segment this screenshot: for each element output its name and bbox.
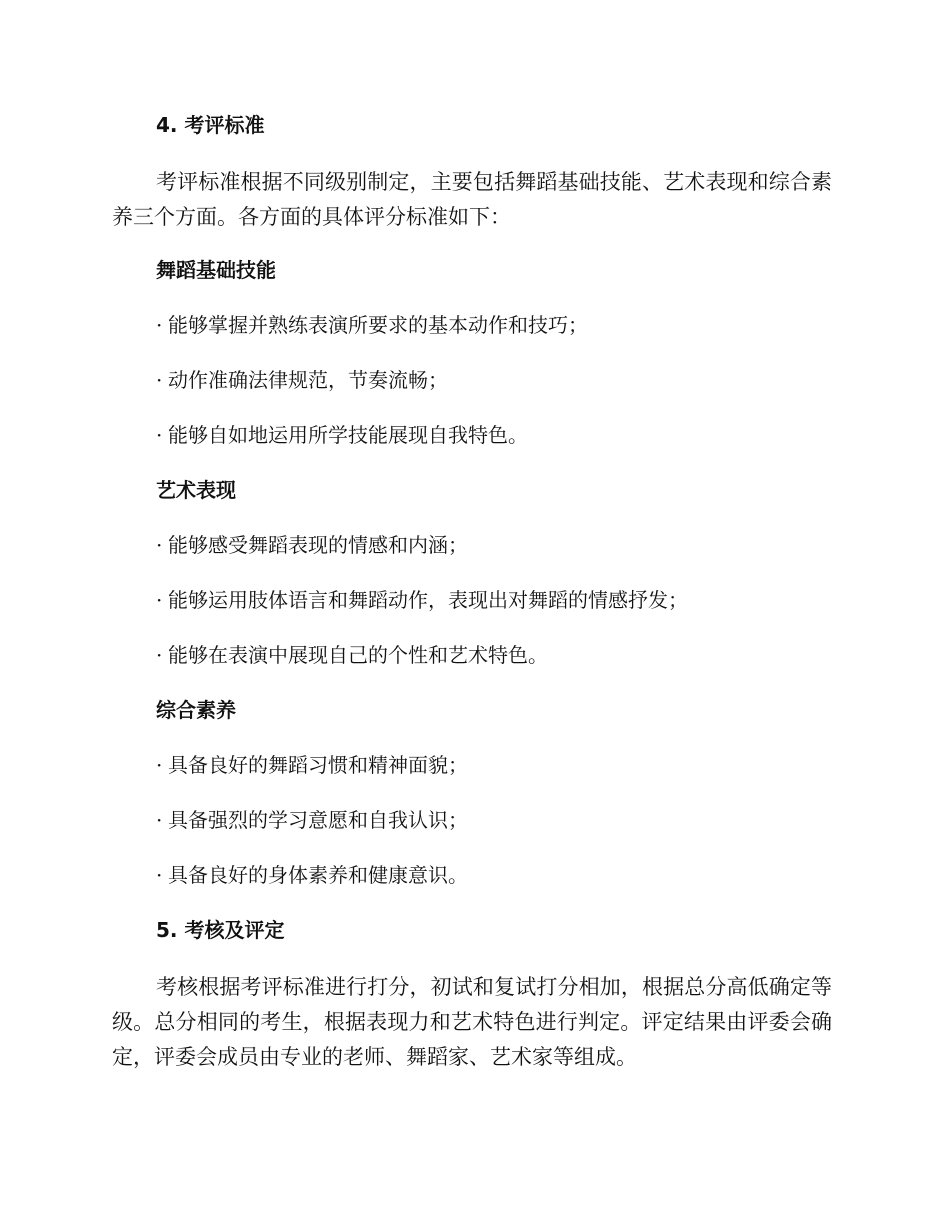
bullet-icon: · bbox=[156, 423, 163, 447]
list-item bbox=[112, 805, 832, 835]
list-item bbox=[112, 420, 832, 450]
list-item-text: 具备良好的舞蹈习惯和精神面貌； bbox=[168, 753, 468, 777]
list-item-text: 具备强烈的学习意愿和自我认识； bbox=[168, 808, 468, 832]
paragraph-evaluation-intro: 考评标准根据不同级别制定，主要包括舞蹈基础技能、艺术表现和综合素养三个方面。各方面的具体评分标准如下： bbox=[112, 170, 832, 229]
subheading-artistic-expression: 艺术表现 bbox=[156, 478, 236, 502]
list-item bbox=[112, 860, 832, 890]
bullet-icon: · bbox=[156, 643, 163, 667]
subheading-comprehensive-quality: 综合素养 bbox=[156, 698, 236, 722]
bullet-icon: · bbox=[156, 313, 163, 337]
document-body bbox=[112, 110, 832, 1095]
paragraph-assessment: 考核根据考评标准进行打分，初试和复试打分相加，根据总分高低确定等级。总分相同的考生，根据表现力和艺术特色进行判定。评定结果由评委会确定，评委会成员由专业的老师、舞蹈家、艺术家等组成。 bbox=[112, 975, 832, 1069]
list-item-text: 能够感受舞蹈表现的情感和内涵； bbox=[168, 533, 468, 557]
bullet-icon: · bbox=[156, 863, 163, 887]
list-item-text: 能够运用肢体语言和舞蹈动作，表现出对舞蹈的情感抒发； bbox=[168, 588, 688, 612]
bullet-icon: · bbox=[156, 368, 163, 392]
bullet-icon: · bbox=[156, 753, 163, 777]
subheading-dance-basic-skills: 舞蹈基础技能 bbox=[156, 258, 276, 282]
list-item bbox=[112, 365, 832, 395]
list-item bbox=[112, 585, 832, 615]
section-heading-assessment: 5. 考核及评定 bbox=[156, 918, 285, 942]
list-item bbox=[112, 310, 832, 340]
bullet-icon: · bbox=[156, 533, 163, 557]
section-heading-evaluation-criteria: 4. 考评标准 bbox=[156, 113, 265, 137]
list-item-text: 能够在表演中展现自己的个性和艺术特色。 bbox=[168, 643, 548, 667]
bullet-icon: · bbox=[156, 588, 163, 612]
list-item bbox=[112, 750, 832, 780]
list-item-text: 具备良好的身体素养和健康意识。 bbox=[168, 863, 468, 887]
list-item-text: 动作准确法律规范，节奏流畅； bbox=[168, 368, 448, 392]
list-item-text: 能够掌握并熟练表演所要求的基本动作和技巧； bbox=[168, 313, 588, 337]
list-item-text: 能够自如地运用所学技能展现自我特色。 bbox=[168, 423, 528, 447]
list-item bbox=[112, 640, 832, 670]
bullet-icon: · bbox=[156, 808, 163, 832]
list-item bbox=[112, 530, 832, 560]
